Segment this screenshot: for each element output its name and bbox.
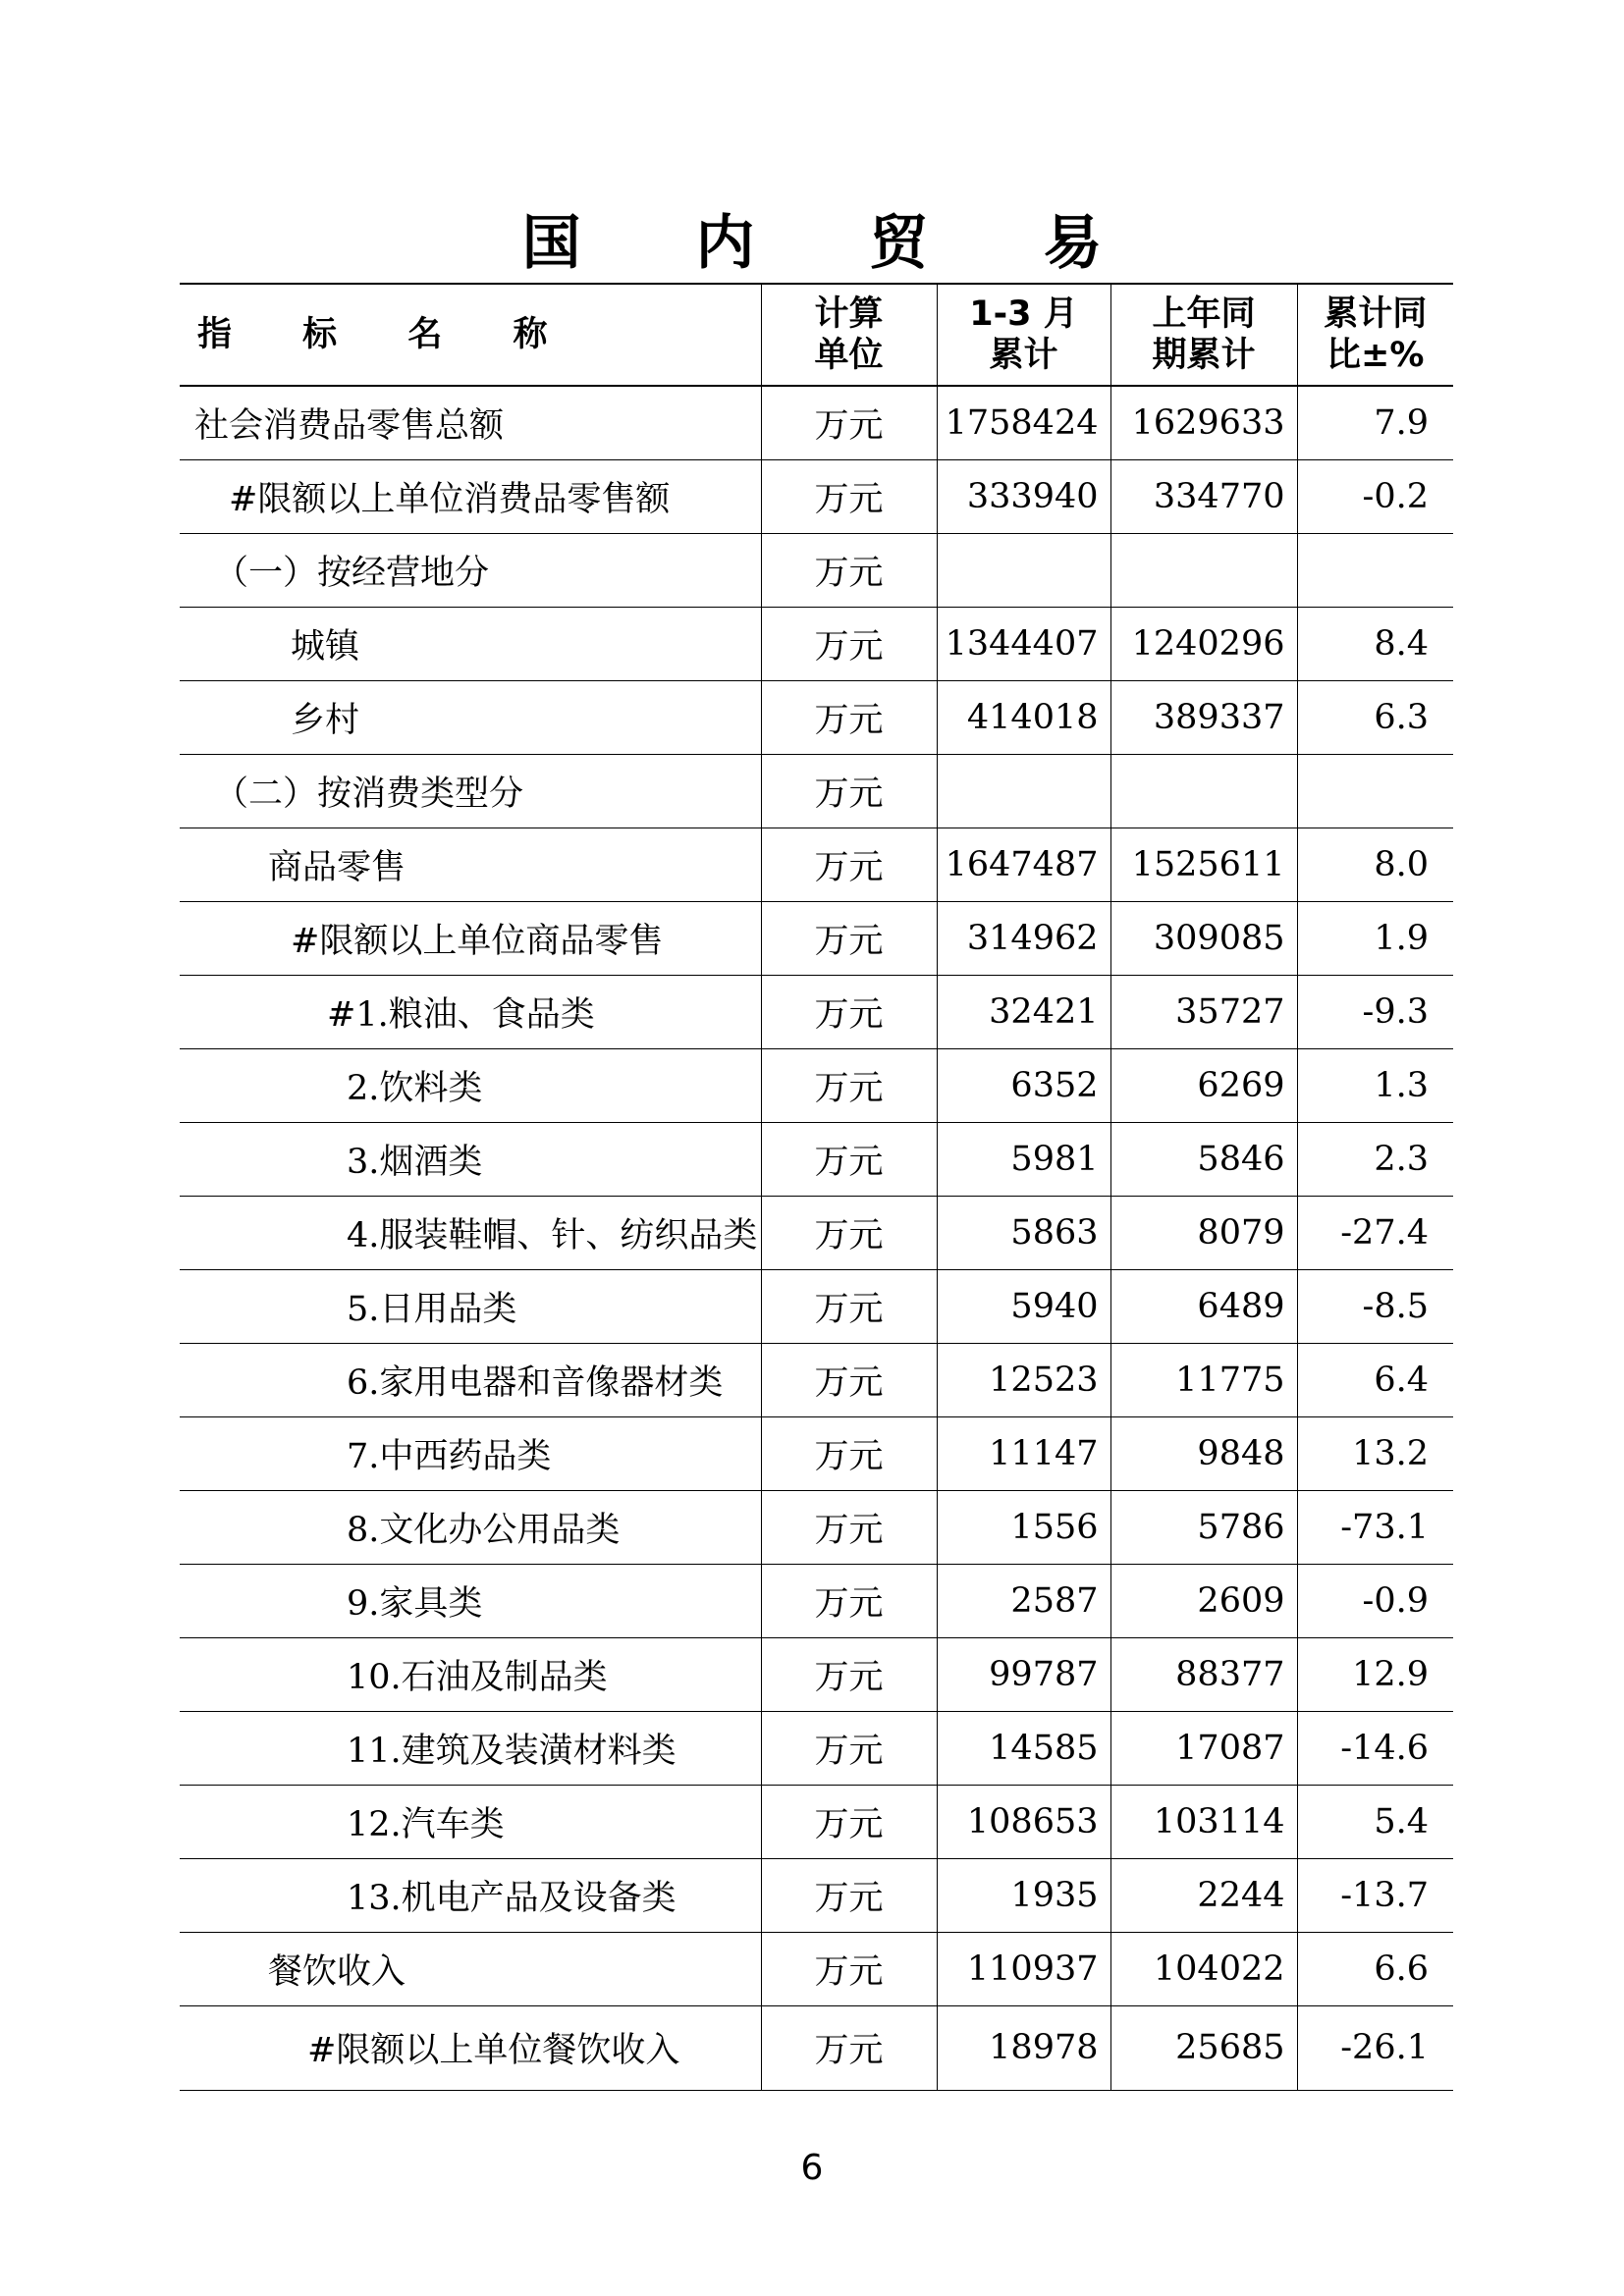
row-unit: 万元 [761, 1785, 937, 1858]
row-change: -14.6 [1297, 1711, 1453, 1785]
table-header-row [180, 284, 1453, 386]
header-unit-line2: 单位 [814, 336, 884, 375]
row-current: 1758424 [937, 386, 1110, 459]
row-name: 13.机电产品及设备类 [180, 1858, 761, 1932]
header-previous [1110, 284, 1297, 386]
row-change: 6.4 [1297, 1343, 1453, 1416]
table-row [180, 1122, 1453, 1196]
header-unit-line1: 计算 [814, 294, 884, 334]
row-change: -8.5 [1297, 1269, 1453, 1343]
row-previous [1110, 533, 1297, 607]
row-name: 城镇 [180, 607, 761, 680]
header-previous-line1: 上年同 [1152, 294, 1256, 334]
table-row [180, 828, 1453, 901]
row-name: 11.建筑及装潢材料类 [180, 1711, 761, 1785]
row-previous: 11775 [1110, 1343, 1297, 1416]
row-change: 1.3 [1297, 1048, 1453, 1122]
row-current: 1556 [937, 1490, 1110, 1564]
row-current [937, 754, 1110, 828]
table-row [180, 1564, 1453, 1637]
row-current: 5940 [937, 1269, 1110, 1343]
header-change-line1: 累计同 [1324, 294, 1428, 334]
row-change: 6.6 [1297, 1932, 1453, 2005]
row-change: 13.2 [1297, 1416, 1453, 1490]
row-current: 18978 [937, 2005, 1110, 2090]
header-change-line2: 比±% [1326, 336, 1425, 375]
row-current: 99787 [937, 1637, 1110, 1711]
row-previous: 104022 [1110, 1932, 1297, 2005]
row-name: 8.文化办公用品类 [180, 1490, 761, 1564]
table-row [180, 901, 1453, 975]
row-name: 4.服装鞋帽、针、纺织品类 [180, 1196, 761, 1269]
row-name: #限额以上单位餐饮收入 [180, 2005, 761, 2090]
row-current: 414018 [937, 680, 1110, 754]
row-name: #限额以上单位商品零售 [180, 901, 761, 975]
table-row [180, 1785, 1453, 1858]
row-unit: 万元 [761, 1564, 937, 1637]
row-previous: 88377 [1110, 1637, 1297, 1711]
row-name: （二）按消费类型分 [180, 754, 761, 828]
row-change: 12.9 [1297, 1637, 1453, 1711]
table-row [180, 1490, 1453, 1564]
table-row [180, 2005, 1453, 2090]
row-unit: 万元 [761, 1048, 937, 1122]
table-row [180, 1343, 1453, 1416]
table-row [180, 754, 1453, 828]
row-previous: 2244 [1110, 1858, 1297, 1932]
row-unit: 万元 [761, 1637, 937, 1711]
row-unit: 万元 [761, 459, 937, 533]
table-row [180, 680, 1453, 754]
row-name: 乡村 [180, 680, 761, 754]
row-current: 32421 [937, 975, 1110, 1048]
row-name: （一）按经营地分 [180, 533, 761, 607]
row-change: 5.4 [1297, 1785, 1453, 1858]
row-current: 2587 [937, 1564, 1110, 1637]
table-row [180, 386, 1453, 459]
row-change: -26.1 [1297, 2005, 1453, 2090]
row-previous: 389337 [1110, 680, 1297, 754]
header-unit [761, 284, 937, 386]
row-change: 8.4 [1297, 607, 1453, 680]
row-change: 2.3 [1297, 1122, 1453, 1196]
row-unit: 万元 [761, 754, 937, 828]
row-unit: 万元 [761, 1932, 937, 2005]
row-name: 3.烟酒类 [180, 1122, 761, 1196]
page-number: 6 [800, 2148, 824, 2188]
table-row [180, 975, 1453, 1048]
table-row [180, 1416, 1453, 1490]
row-change: 1.9 [1297, 901, 1453, 975]
row-unit: 万元 [761, 1490, 937, 1564]
row-current: 5863 [937, 1196, 1110, 1269]
row-change: -27.4 [1297, 1196, 1453, 1269]
table-row [180, 1711, 1453, 1785]
row-change: 8.0 [1297, 828, 1453, 901]
row-current: 1935 [937, 1858, 1110, 1932]
header-previous-line2: 期累计 [1152, 336, 1256, 375]
row-unit: 万元 [761, 975, 937, 1048]
header-change [1297, 284, 1453, 386]
row-name: 商品零售 [180, 828, 761, 901]
row-previous: 334770 [1110, 459, 1297, 533]
table-row [180, 1048, 1453, 1122]
row-name: 餐饮收入 [180, 1932, 761, 2005]
row-name: 6.家用电器和音像器材类 [180, 1343, 761, 1416]
page-title: 国 内 贸 易 [521, 209, 1150, 278]
row-name: 7.中西药品类 [180, 1416, 761, 1490]
row-current: 1344407 [937, 607, 1110, 680]
header-current [937, 284, 1110, 386]
row-current [937, 533, 1110, 607]
row-current: 110937 [937, 1932, 1110, 2005]
row-current: 314962 [937, 901, 1110, 975]
row-change [1297, 533, 1453, 607]
row-name: 2.饮料类 [180, 1048, 761, 1122]
row-unit: 万元 [761, 1343, 937, 1416]
row-current: 14585 [937, 1711, 1110, 1785]
row-change [1297, 754, 1453, 828]
row-unit: 万元 [761, 1196, 937, 1269]
row-previous: 103114 [1110, 1785, 1297, 1858]
row-previous: 1525611 [1110, 828, 1297, 901]
row-change: 7.9 [1297, 386, 1453, 459]
row-previous [1110, 754, 1297, 828]
row-unit: 万元 [761, 386, 937, 459]
row-unit: 万元 [761, 1711, 937, 1785]
row-name: #1.粮油、食品类 [180, 975, 761, 1048]
table-row [180, 1637, 1453, 1711]
row-unit: 万元 [761, 1122, 937, 1196]
row-current: 6352 [937, 1048, 1110, 1122]
table-row [180, 1196, 1453, 1269]
table-row [180, 533, 1453, 607]
row-change: -0.9 [1297, 1564, 1453, 1637]
row-unit: 万元 [761, 533, 937, 607]
row-current: 333940 [937, 459, 1110, 533]
row-name: 社会消费品零售总额 [180, 386, 761, 459]
header-indicator-name: 指 标 名 称 [180, 284, 761, 386]
row-previous: 1240296 [1110, 607, 1297, 680]
row-current: 5981 [937, 1122, 1110, 1196]
row-name: 5.日用品类 [180, 1269, 761, 1343]
row-unit: 万元 [761, 1269, 937, 1343]
row-unit: 万元 [761, 828, 937, 901]
row-unit: 万元 [761, 680, 937, 754]
row-unit: 万元 [761, 607, 937, 680]
row-name: 12.汽车类 [180, 1785, 761, 1858]
row-unit: 万元 [761, 1858, 937, 1932]
row-change: -13.7 [1297, 1858, 1453, 1932]
table-row [180, 1269, 1453, 1343]
row-current: 1647487 [937, 828, 1110, 901]
table-row [180, 459, 1453, 533]
table-row [180, 1932, 1453, 2005]
table-row [180, 1858, 1453, 1932]
header-current-line1: 1-3 月 [969, 294, 1078, 334]
domestic-trade-table [180, 283, 1453, 2091]
table-row [180, 607, 1453, 680]
row-previous: 6269 [1110, 1048, 1297, 1122]
row-previous: 2609 [1110, 1564, 1297, 1637]
row-unit: 万元 [761, 1416, 937, 1490]
row-unit: 万元 [761, 901, 937, 975]
row-change: -9.3 [1297, 975, 1453, 1048]
row-previous: 9848 [1110, 1416, 1297, 1490]
row-current: 12523 [937, 1343, 1110, 1416]
row-current: 11147 [937, 1416, 1110, 1490]
row-name: #限额以上单位消费品零售额 [180, 459, 761, 533]
row-previous: 5846 [1110, 1122, 1297, 1196]
row-previous: 1629633 [1110, 386, 1297, 459]
row-previous: 309085 [1110, 901, 1297, 975]
row-unit: 万元 [761, 2005, 937, 2090]
row-change: -0.2 [1297, 459, 1453, 533]
row-change: 6.3 [1297, 680, 1453, 754]
row-previous: 5786 [1110, 1490, 1297, 1564]
row-previous: 8079 [1110, 1196, 1297, 1269]
row-previous: 6489 [1110, 1269, 1297, 1343]
row-previous: 35727 [1110, 975, 1297, 1048]
row-previous: 25685 [1110, 2005, 1297, 2090]
row-previous: 17087 [1110, 1711, 1297, 1785]
header-current-line2: 累计 [989, 336, 1058, 375]
row-change: -73.1 [1297, 1490, 1453, 1564]
row-name: 9.家具类 [180, 1564, 761, 1637]
row-current: 108653 [937, 1785, 1110, 1858]
row-name: 10.石油及制品类 [180, 1637, 761, 1711]
